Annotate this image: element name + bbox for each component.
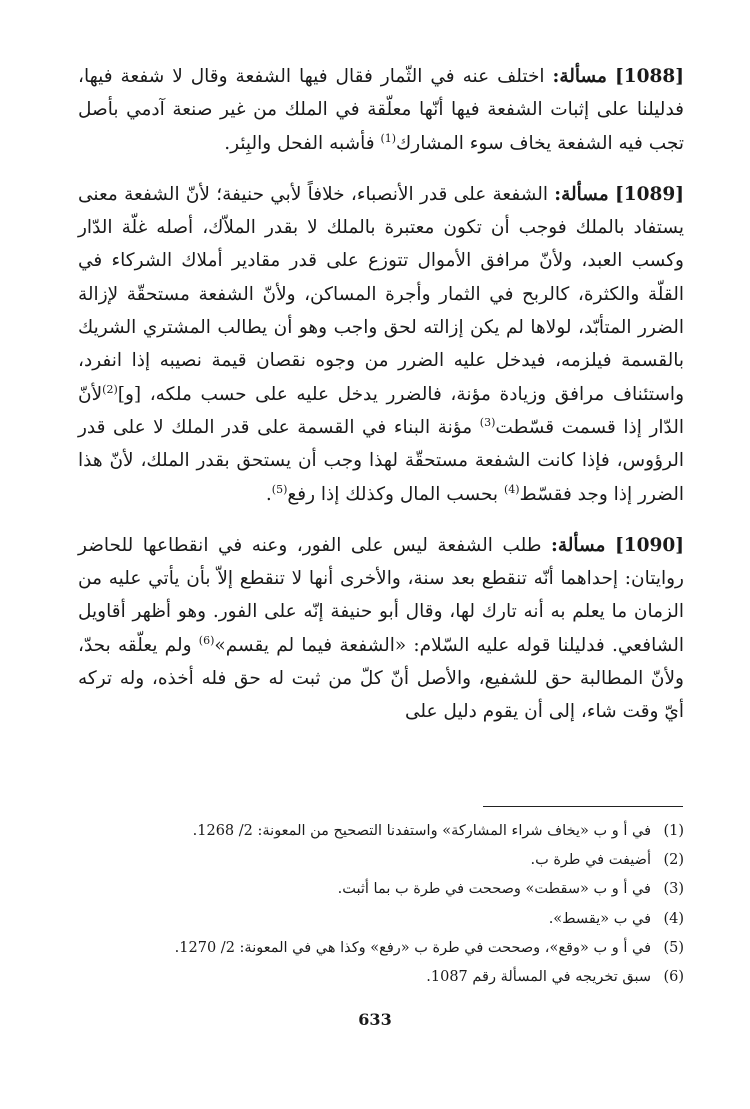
issue-label: مسألة: bbox=[552, 66, 607, 87]
issue-text-tail: ولم يعلّقه بحدّ، ولأنّ المطالبة حق للشفيع، والأصل أنّ كلّ من ثبت له حق فله أخذه، وله تركه أيّ وقت شاء، إلى أن يقوم دليل على bbox=[78, 634, 684, 723]
footnote-item bbox=[78, 817, 684, 846]
footnote-number: (6) bbox=[663, 969, 684, 986]
issue-text: اختلف عنه في الثّمار فقال فيها الشفعة وقال لا شفعة فيها، فدليلنا على إثبات الشفعة فيها أنّها معلّقة في الملك من غير صنعة آدمي بأصل تجب فيه الشفعة يخاف سوء المشارك bbox=[78, 66, 684, 154]
footnote-number: (2) bbox=[663, 852, 684, 869]
issue-1090 bbox=[78, 529, 684, 729]
issue-text: طلب الشفعة ليس على الفور، وعنه في انقطاعها للحاضر روايتان: إحداهما أنّه تنقطع بعد سنة، والأخرى أنها لا تنقطع إلاّ بأن يأتي عليه من الزمان ما يعلم به أنه تارك لها، وقال أبو حنيفة إنّه على الفور. وهو أظهر أقاويل الشافعي. فدليلنا قوله عليه السّلام: «الشفعة فيما لم يقسم» bbox=[78, 534, 684, 656]
issue-number: [1089] bbox=[614, 183, 684, 205]
issue-number: [1088] bbox=[614, 66, 684, 87]
footnote-number: (5) bbox=[663, 939, 684, 956]
footnote-number: (1) bbox=[663, 823, 684, 839]
page-number: 633 bbox=[358, 1010, 392, 1029]
footnote-text: سبق تخريجه في المسألة رقم 1087. bbox=[426, 969, 651, 986]
footnote-ref[interactable]: (3) bbox=[479, 415, 496, 429]
footnote-ref[interactable]: (4) bbox=[503, 482, 520, 496]
issue-text-segment: لأنّ الدّار إذا قسمت قسّطت bbox=[78, 383, 685, 438]
footnote-ref[interactable]: (1) bbox=[380, 131, 397, 145]
footnote-item bbox=[78, 934, 684, 963]
issue-label: مسألة: bbox=[554, 183, 609, 205]
issue-text-tail: فأشبه الفحل والبِئر. bbox=[224, 132, 381, 154]
issue-1089 bbox=[78, 178, 684, 511]
footnote-text: في ب «يقسط». bbox=[548, 910, 651, 927]
footnote-text: في أ و ب «سقطت» وصححت في طرة ب بما أثبت. bbox=[337, 881, 651, 898]
footnotes bbox=[78, 817, 684, 992]
footnote-item bbox=[78, 875, 684, 904]
issue-label: مسألة: bbox=[550, 534, 606, 556]
footnote-item bbox=[78, 846, 684, 875]
issue-1088 bbox=[78, 60, 684, 160]
footnote-number: (3) bbox=[663, 881, 684, 898]
footnote-text: في أ و ب «وقع»، وصححت في طرة ب «رفع» وكذا هي في المعونة: 2/ 1270. bbox=[174, 939, 651, 956]
issue-text: الشفعة على قدر الأنصباء، خلافاً لأبي حنيفة؛ لأنّ الشفعة معنى يستفاد بالملك فوجب أن تكون معتبرة بالملك لا بقدر الملاّك، أصله غلّة الدّار وكسب العبد، ولأنّ مرافق الأموال تتوزع على قدر مقادير أملاك الشركاء في القلّة والكثرة، كالربح في الثمار وأجرة المساكن، ولأنّ الشفعة مستحقّة لإزالة الضرر المتأبّد، لولاها لم يكن إزالته لحق واجب وهو أن يطالب المشتري الشريك بالقسمة فيلزمه، فيدخل عليه الضرر من وجوه نقصان قيمة نصيبه إذا انفرد، واستئناف مرافق وزيادة مؤنة، فالضرر يدخل عليه على حسب ملكه، [و] bbox=[78, 183, 684, 405]
footnote-ref[interactable]: (6) bbox=[198, 633, 215, 647]
issue-text-segment: بحسب المال وكذلك إذا رفع bbox=[287, 483, 504, 505]
footnote-separator bbox=[483, 806, 683, 807]
footnote-item bbox=[78, 905, 684, 934]
issue-text-segment: مؤنة البناء في القسمة على قدر الملك لا على قدر الرؤوس، فإذا كانت الشفعة مستحقّة لهذا وجب أن يستحق بقدر الملك، لأنّ هذا الضرر إذا وجد فقسّط bbox=[78, 416, 684, 505]
issue-number: [1090] bbox=[614, 534, 684, 556]
footnote-text: في أ و ب «يخاف شراء المشاركة» واستفدنا التصحيح من المعونة: 2/ 1268. bbox=[192, 823, 651, 839]
page-body bbox=[78, 60, 684, 747]
footnote-ref[interactable]: (5) bbox=[271, 482, 288, 496]
issue-text-tail: . bbox=[265, 483, 272, 505]
footnote-text: أضيفت في طرة ب. bbox=[530, 852, 651, 869]
footnote-item bbox=[78, 963, 684, 992]
footnote-number: (4) bbox=[663, 910, 684, 927]
footnote-ref[interactable]: (2) bbox=[102, 382, 118, 396]
